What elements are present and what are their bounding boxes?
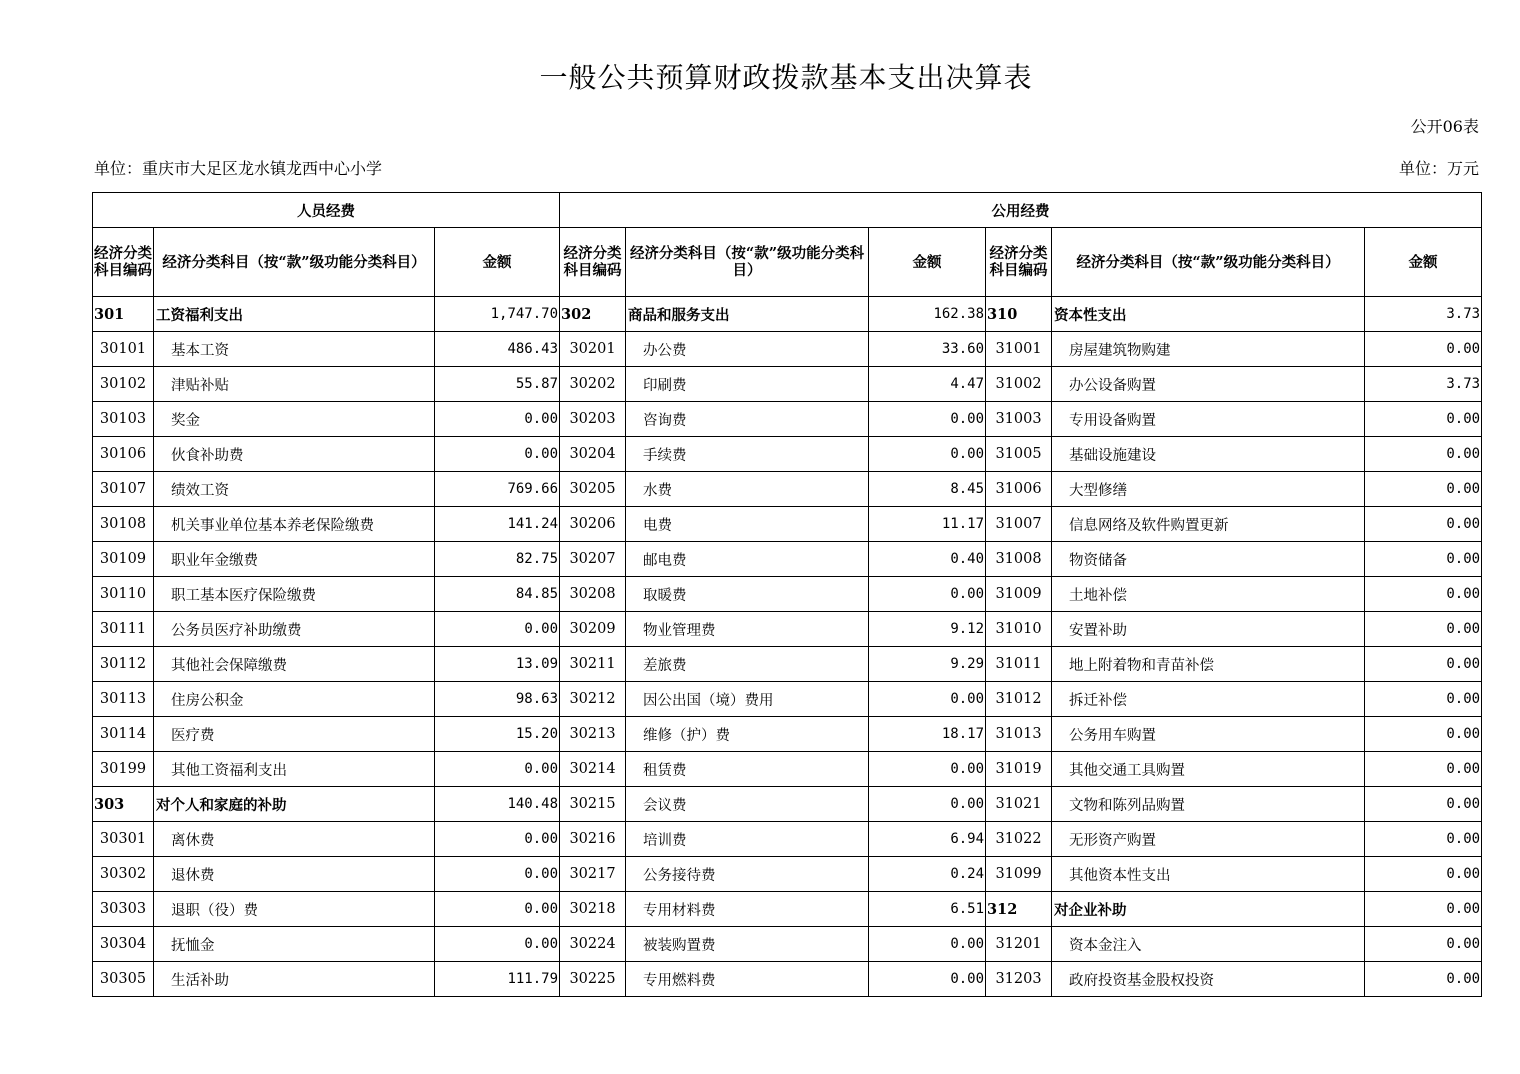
account-name: 印刷费 [626, 367, 869, 402]
account-name: 对个人和家庭的补助 [154, 787, 435, 822]
account-code: 30304 [93, 927, 154, 962]
amount: 18.17 [869, 717, 986, 752]
amount: 0.00 [435, 927, 560, 962]
account-name: 地上附着物和青苗补偿 [1052, 647, 1365, 682]
account-code: 31021 [986, 787, 1052, 822]
account-name: 安置补助 [1052, 612, 1365, 647]
account-code: 31022 [986, 822, 1052, 857]
header-code: 经济分类科目编码 [560, 228, 626, 297]
account-name: 基本工资 [154, 332, 435, 367]
amount: 6.51 [869, 892, 986, 927]
amount: 0.00 [435, 612, 560, 647]
account-name: 取暖费 [626, 577, 869, 612]
account-name: 无形资产购置 [1052, 822, 1365, 857]
account-code: 31019 [986, 752, 1052, 787]
account-name: 专用材料费 [626, 892, 869, 927]
header-amount: 金额 [1365, 228, 1482, 297]
account-code: 30113 [93, 682, 154, 717]
account-code: 31005 [986, 437, 1052, 472]
header-code: 经济分类科目编码 [93, 228, 154, 297]
account-code: 30218 [560, 892, 626, 927]
amount: 0.00 [1365, 332, 1482, 367]
table-row [93, 612, 1482, 647]
amount: 0.24 [869, 857, 986, 892]
amount: 140.48 [435, 787, 560, 822]
account-code: 303 [93, 787, 154, 822]
account-code: 30202 [560, 367, 626, 402]
amount: 0.00 [869, 577, 986, 612]
amount: 0.00 [869, 787, 986, 822]
table-row [93, 752, 1482, 787]
account-code: 31011 [986, 647, 1052, 682]
group-header-personnel: 人员经费 [93, 193, 560, 228]
group-header-public: 公用经费 [560, 193, 1482, 228]
account-name: 被装购置费 [626, 927, 869, 962]
account-code: 31099 [986, 857, 1052, 892]
account-name: 物资储备 [1052, 542, 1365, 577]
account-name: 伙食补助费 [154, 437, 435, 472]
account-name: 机关事业单位基本养老保险缴费 [154, 507, 435, 542]
amount: 8.45 [869, 472, 986, 507]
table-row [93, 332, 1482, 367]
account-name: 土地补偿 [1052, 577, 1365, 612]
account-code: 31008 [986, 542, 1052, 577]
account-name: 公务用车购置 [1052, 717, 1365, 752]
amount: 82.75 [435, 542, 560, 577]
amount: 6.94 [869, 822, 986, 857]
account-name: 租赁费 [626, 752, 869, 787]
page-title: 一般公共预算财政拨款基本支出决算表 [539, 61, 1033, 94]
table-row [93, 472, 1482, 507]
account-code: 312 [986, 892, 1052, 927]
account-name: 文物和陈列品购置 [1052, 787, 1365, 822]
account-name: 拆迁补偿 [1052, 682, 1365, 717]
account-code: 302 [560, 297, 626, 332]
account-code: 30211 [560, 647, 626, 682]
account-code: 30108 [93, 507, 154, 542]
account-code: 30102 [93, 367, 154, 402]
account-code: 31006 [986, 472, 1052, 507]
amount: 13.09 [435, 647, 560, 682]
account-code: 310 [986, 297, 1052, 332]
amount: 84.85 [435, 577, 560, 612]
amount: 0.00 [435, 402, 560, 437]
account-code: 30199 [93, 752, 154, 787]
account-name: 生活补助 [154, 962, 435, 997]
table-number: 公开06表 [1410, 117, 1479, 136]
amount: 0.00 [1365, 577, 1482, 612]
amount: 0.00 [1365, 647, 1482, 682]
account-code: 30114 [93, 717, 154, 752]
account-code: 30212 [560, 682, 626, 717]
account-code: 30302 [93, 857, 154, 892]
table-row [93, 857, 1482, 892]
amount: 0.00 [1365, 507, 1482, 542]
account-code: 31007 [986, 507, 1052, 542]
account-name: 工资福利支出 [154, 297, 435, 332]
amount: 0.00 [1365, 892, 1482, 927]
account-name: 职业年金缴费 [154, 542, 435, 577]
account-code: 31003 [986, 402, 1052, 437]
amount: 141.24 [435, 507, 560, 542]
account-code: 301 [93, 297, 154, 332]
table-row [93, 507, 1482, 542]
account-code: 30112 [93, 647, 154, 682]
account-name: 医疗费 [154, 717, 435, 752]
account-name: 奖金 [154, 402, 435, 437]
table-row [93, 962, 1482, 997]
amount: 0.00 [1365, 682, 1482, 717]
account-code: 30215 [560, 787, 626, 822]
amount: 111.79 [435, 962, 560, 997]
account-name: 手续费 [626, 437, 869, 472]
amount: 0.00 [869, 927, 986, 962]
account-name: 其他工资福利支出 [154, 752, 435, 787]
amount: 0.00 [869, 962, 986, 997]
amount: 0.00 [869, 682, 986, 717]
account-name: 专用燃料费 [626, 962, 869, 997]
account-code: 30213 [560, 717, 626, 752]
account-name: 对企业补助 [1052, 892, 1365, 927]
table-row [93, 787, 1482, 822]
account-code: 30203 [560, 402, 626, 437]
account-name: 大型修缮 [1052, 472, 1365, 507]
account-name: 其他交通工具购置 [1052, 752, 1365, 787]
amount: 486.43 [435, 332, 560, 367]
amount: 0.00 [1365, 717, 1482, 752]
account-name: 培训费 [626, 822, 869, 857]
account-code: 30101 [93, 332, 154, 367]
table-row [93, 822, 1482, 857]
account-name: 公务员医疗补助缴费 [154, 612, 435, 647]
amount: 0.00 [435, 822, 560, 857]
table-row [93, 577, 1482, 612]
amount: 162.38 [869, 297, 986, 332]
table-row [93, 367, 1482, 402]
account-name: 退职（役）费 [154, 892, 435, 927]
amount: 9.12 [869, 612, 986, 647]
account-code: 30106 [93, 437, 154, 472]
amount: 15.20 [435, 717, 560, 752]
table-row [93, 717, 1482, 752]
amount: 0.00 [869, 752, 986, 787]
header-amount: 金额 [869, 228, 986, 297]
account-name: 退休费 [154, 857, 435, 892]
account-name: 办公设备购置 [1052, 367, 1365, 402]
amount: 11.17 [869, 507, 986, 542]
account-name: 基础设施建设 [1052, 437, 1365, 472]
amount: 3.73 [1365, 297, 1482, 332]
account-code: 31203 [986, 962, 1052, 997]
account-name: 公务接待费 [626, 857, 869, 892]
amount: 98.63 [435, 682, 560, 717]
amount: 0.00 [1365, 962, 1482, 997]
table-row [93, 297, 1482, 332]
account-code: 30303 [93, 892, 154, 927]
account-code: 30209 [560, 612, 626, 647]
account-name: 住房公积金 [154, 682, 435, 717]
account-code: 30110 [93, 577, 154, 612]
account-code: 31013 [986, 717, 1052, 752]
account-name: 其他社会保障缴费 [154, 647, 435, 682]
amount: 0.00 [1365, 857, 1482, 892]
account-code: 30201 [560, 332, 626, 367]
account-name: 电费 [626, 507, 869, 542]
amount: 0.00 [869, 402, 986, 437]
amount: 3.73 [1365, 367, 1482, 402]
account-name: 专用设备购置 [1052, 402, 1365, 437]
header-amount: 金额 [435, 228, 560, 297]
account-code: 31002 [986, 367, 1052, 402]
table-row [93, 402, 1482, 437]
account-name: 信息网络及软件购置更新 [1052, 507, 1365, 542]
account-name: 其他资本性支出 [1052, 857, 1365, 892]
amount: 0.00 [1365, 927, 1482, 962]
account-name: 政府投资基金股权投资 [1052, 962, 1365, 997]
table-row [93, 892, 1482, 927]
table-row [93, 647, 1482, 682]
organization-unit: 单位：重庆市大足区龙水镇龙西中心小学 [94, 159, 383, 178]
amount: 769.66 [435, 472, 560, 507]
amount: 0.00 [1365, 822, 1482, 857]
account-code: 30208 [560, 577, 626, 612]
account-code: 30103 [93, 402, 154, 437]
account-name: 商品和服务支出 [626, 297, 869, 332]
table-row [93, 542, 1482, 577]
amount: 0.00 [435, 892, 560, 927]
amount: 0.40 [869, 542, 986, 577]
account-code: 30216 [560, 822, 626, 857]
expenditure-table [92, 192, 1482, 997]
table-row [93, 682, 1482, 717]
amount: 0.00 [435, 752, 560, 787]
account-code: 30206 [560, 507, 626, 542]
account-name: 资本性支出 [1052, 297, 1365, 332]
amount: 0.00 [435, 857, 560, 892]
account-code: 31009 [986, 577, 1052, 612]
account-code: 30301 [93, 822, 154, 857]
amount: 0.00 [1365, 402, 1482, 437]
amount: 55.87 [435, 367, 560, 402]
amount: 0.00 [1365, 542, 1482, 577]
account-code: 31012 [986, 682, 1052, 717]
account-code: 30107 [93, 472, 154, 507]
amount: 0.00 [1365, 612, 1482, 647]
account-code: 30224 [560, 927, 626, 962]
account-code: 30207 [560, 542, 626, 577]
account-name: 绩效工资 [154, 472, 435, 507]
account-name: 会议费 [626, 787, 869, 822]
amount: 0.00 [1365, 787, 1482, 822]
account-code: 30111 [93, 612, 154, 647]
account-name: 职工基本医疗保险缴费 [154, 577, 435, 612]
header-name: 经济分类科目（按“款”级功能分类科目） [626, 228, 869, 297]
account-code: 30225 [560, 962, 626, 997]
account-code: 30204 [560, 437, 626, 472]
account-code: 30214 [560, 752, 626, 787]
amount: 33.60 [869, 332, 986, 367]
account-name: 抚恤金 [154, 927, 435, 962]
account-name: 资本金注入 [1052, 927, 1365, 962]
amount: 4.47 [869, 367, 986, 402]
account-name: 差旅费 [626, 647, 869, 682]
amount: 9.29 [869, 647, 986, 682]
account-name: 办公费 [626, 332, 869, 367]
account-name: 房屋建筑物购建 [1052, 332, 1365, 367]
account-code: 30109 [93, 542, 154, 577]
amount: 1,747.70 [435, 297, 560, 332]
account-code: 30305 [93, 962, 154, 997]
currency-unit: 单位：万元 [1398, 159, 1479, 178]
table-row [93, 437, 1482, 472]
amount: 0.00 [1365, 437, 1482, 472]
account-name: 咨询费 [626, 402, 869, 437]
amount: 0.00 [869, 437, 986, 472]
account-name: 维修（护）费 [626, 717, 869, 752]
account-code: 31201 [986, 927, 1052, 962]
header-name: 经济分类科目（按“款”级功能分类科目） [1052, 228, 1365, 297]
account-name: 邮电费 [626, 542, 869, 577]
header-name: 经济分类科目（按“款”级功能分类科目） [154, 228, 435, 297]
account-name: 物业管理费 [626, 612, 869, 647]
account-code: 31001 [986, 332, 1052, 367]
account-name: 水费 [626, 472, 869, 507]
amount: 0.00 [1365, 752, 1482, 787]
account-name: 津贴补贴 [154, 367, 435, 402]
table-row [93, 927, 1482, 962]
account-code: 30217 [560, 857, 626, 892]
amount: 0.00 [435, 437, 560, 472]
account-name: 离休费 [154, 822, 435, 857]
account-code: 31010 [986, 612, 1052, 647]
amount: 0.00 [1365, 472, 1482, 507]
account-name: 因公出国（境）费用 [626, 682, 869, 717]
header-code: 经济分类科目编码 [986, 228, 1052, 297]
account-code: 30205 [560, 472, 626, 507]
